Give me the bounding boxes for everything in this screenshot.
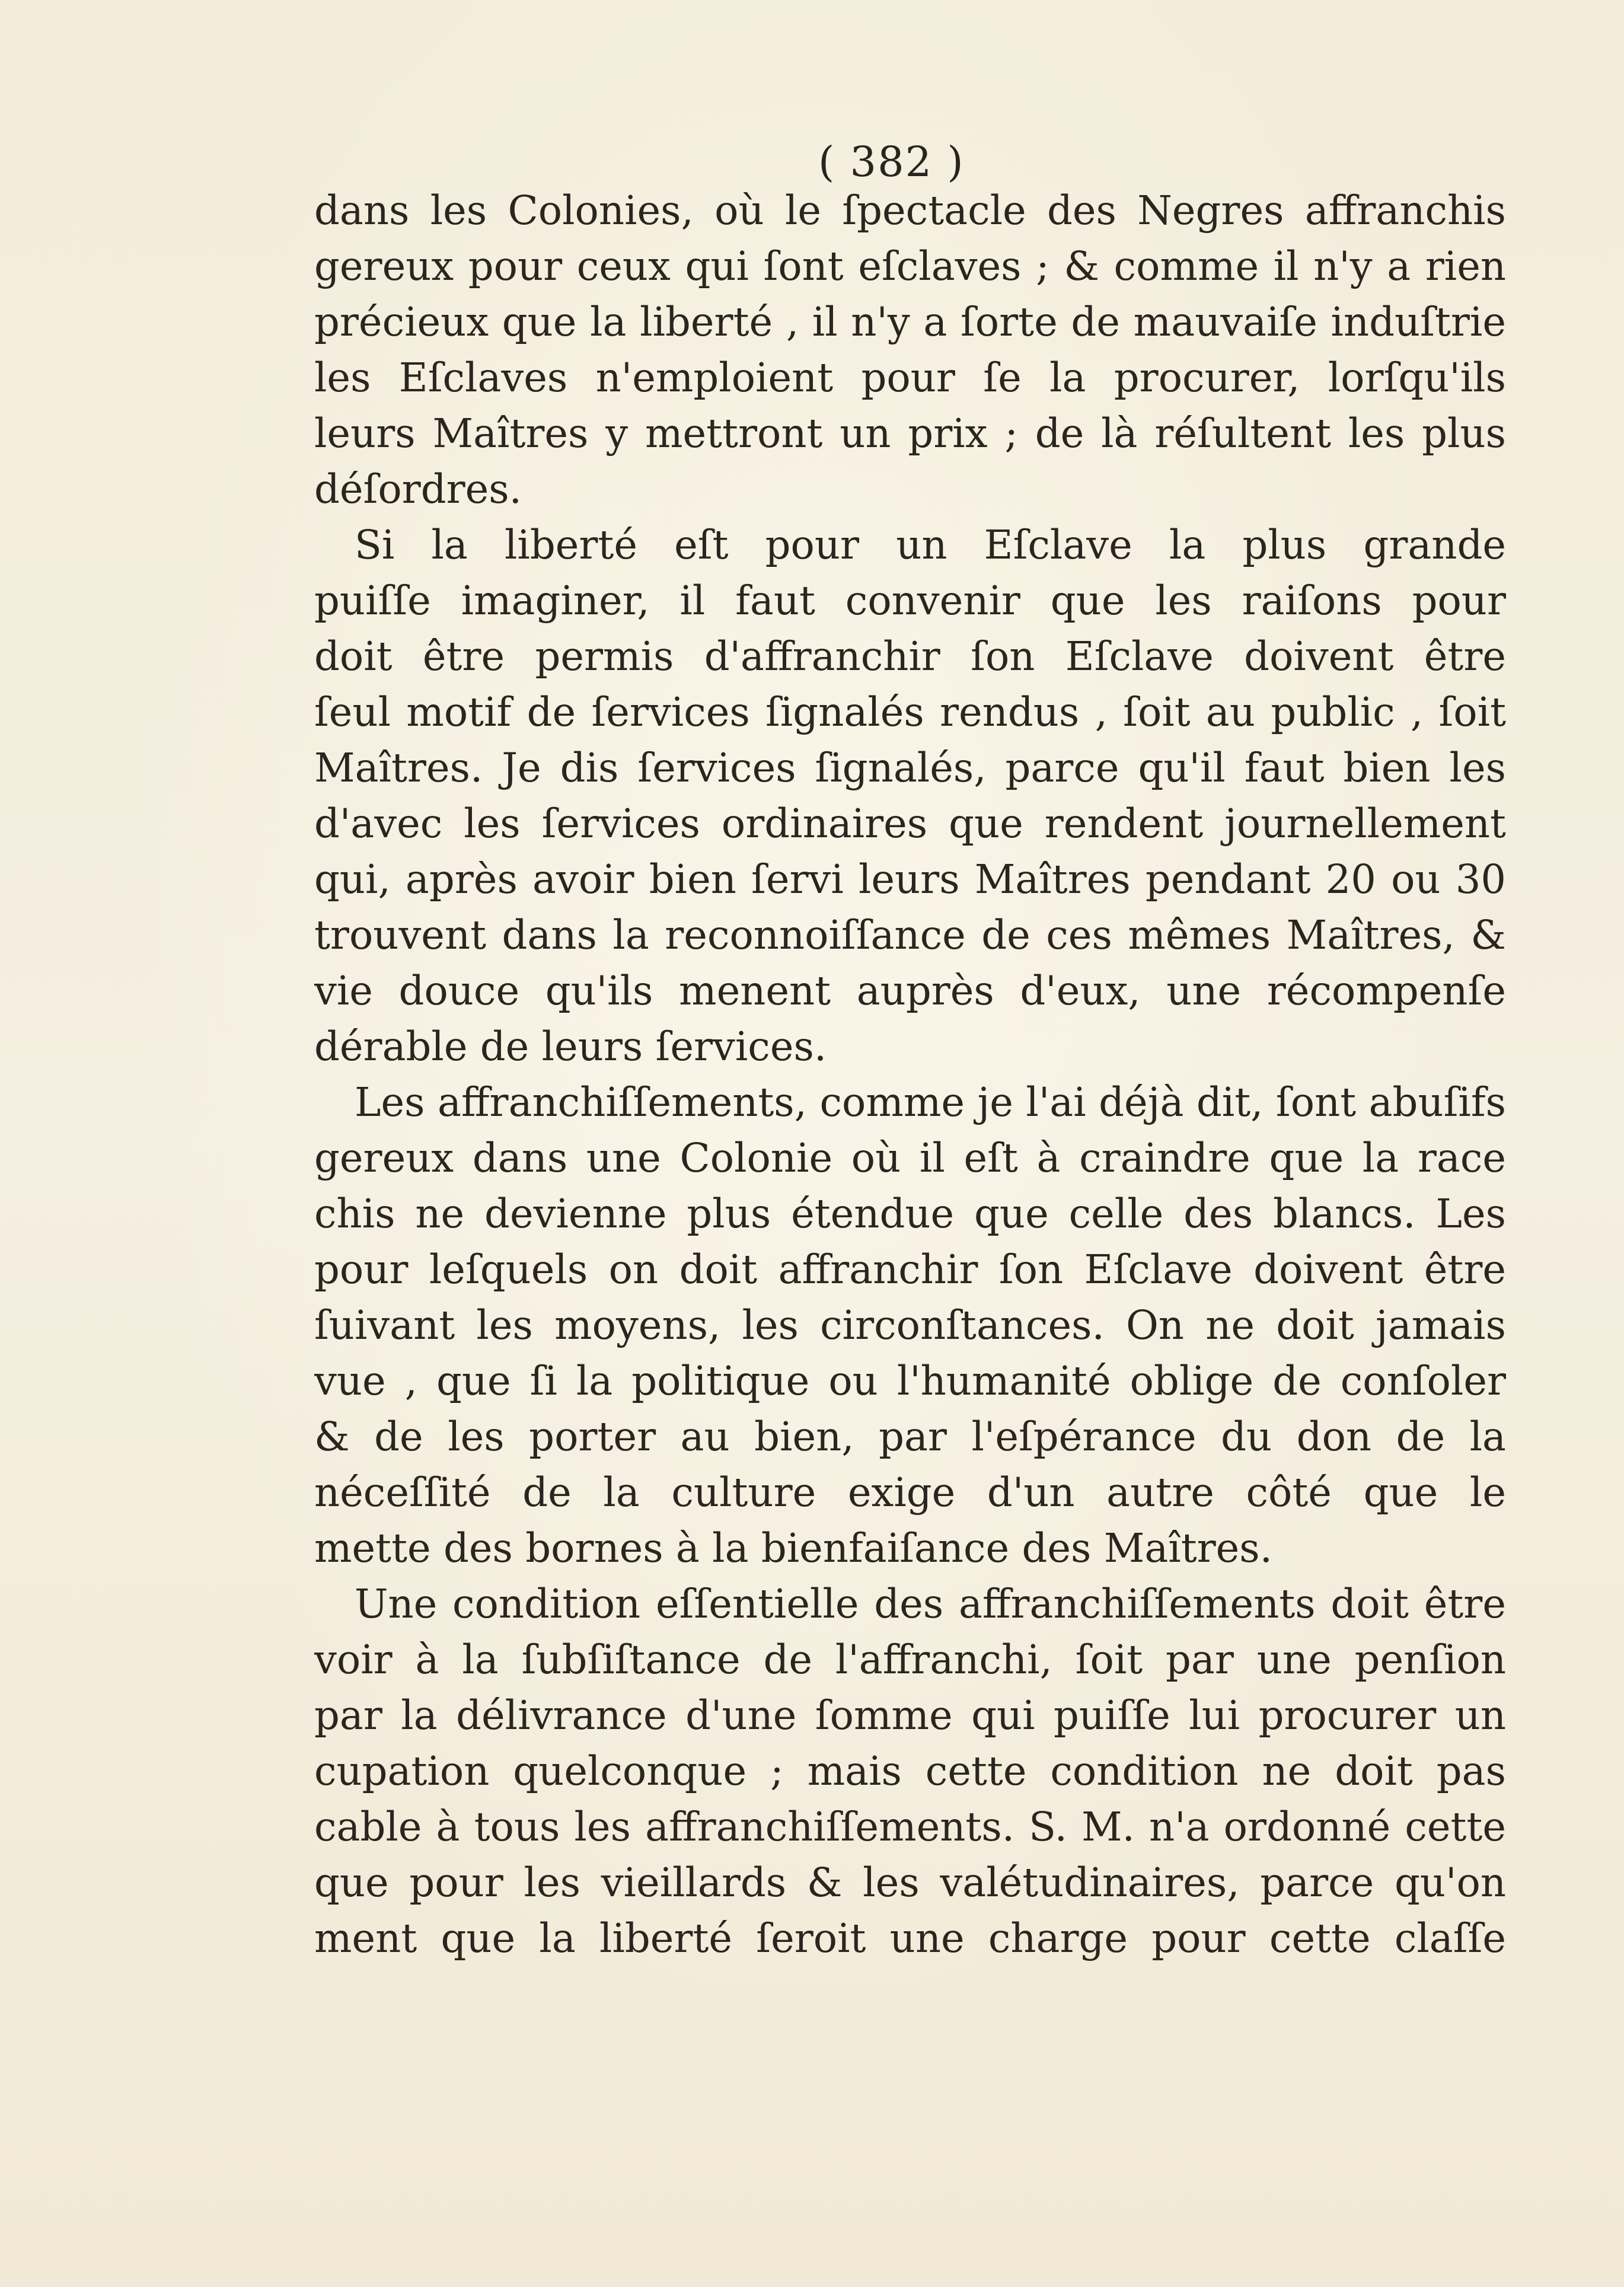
text-line: qui, après avoir bien ſervi leurs Maîtres pendant 20 ou 30 — [314, 856, 1506, 902]
body-text — [314, 183, 1506, 1966]
text-line: vue , que ſi la politique ou l'humanité oblige de conſoler — [314, 1358, 1506, 1404]
text-line: Les affranchiſſements, comme je l'ai déjà dit, ſont abuſifs — [355, 1079, 1506, 1125]
text-line: chis ne devienne plus étendue que celle des blancs. Les — [314, 1191, 1506, 1237]
text-line: mette des bornes à la bienfaiſance des Maîtres. — [314, 1525, 1272, 1571]
text-line: gereux pour ceux qui ſont eſclaves ; & comme il n'y a rien — [314, 243, 1506, 289]
text-line: que pour les vieillards & les valétudinaires, parce qu'on — [314, 1859, 1506, 1906]
text-line: d'avec les ſervices ordinaires que rendent journellement — [314, 800, 1506, 847]
text-line: & de les porter au bien, par l'eſpérance du don de la — [314, 1414, 1506, 1460]
text-line: précieux que la liberté , il n'y a ſorte de mauvaiſe induſtrie — [314, 299, 1506, 345]
text-line: cable à tous les affranchiſſements. S. M. n'a ordonné cette — [314, 1804, 1506, 1850]
text-line: ſuivant les moyens, les circonſtances. On ne doit jamais — [314, 1302, 1506, 1348]
text-line: dérable de leurs ſervices. — [314, 1023, 827, 1070]
text-line: les Eſclaves n'emploient pour ſe la procurer, lorſqu'ils — [314, 355, 1506, 401]
text-line: vie douce qu'ils menent auprès d'eux, une récompenſe — [314, 968, 1506, 1014]
text-line: cupation quelconque ; mais cette condition ne doit pas — [314, 1748, 1506, 1794]
text-line: ment que la liberté ſeroit une charge pour cette claſſe — [314, 1915, 1506, 1961]
text-line: leurs Maîtres y mettront un prix ; de là réſultent les plus — [314, 410, 1506, 457]
text-line: Si la liberté eſt pour un Eſclave la plus grande — [355, 522, 1506, 568]
text-line: dans les Colonies, où le ſpectacle des Negres affranchis — [314, 187, 1506, 234]
text-line: ſeul motif de ſervices ſignalés rendus , ſoit au public , ſoit — [314, 689, 1506, 735]
text-line: pour leſquels on doit affranchir ſon Eſclave doivent être — [314, 1246, 1506, 1293]
text-line: par la délivrance d'une ſomme qui puiſſe lui procurer un — [314, 1692, 1506, 1739]
text-line: trouvent dans la reconnoiſſance de ces mêmes Maîtres, & — [314, 912, 1506, 958]
text-line: gereux dans une Colonie où il eſt à craindre que la race — [314, 1135, 1506, 1181]
text-line: Une condition eſſentielle des affranchiſſements doit être — [355, 1581, 1506, 1627]
text-line: voir à la ſubſiſtance de l'affranchi, ſoit par une penſion — [314, 1637, 1506, 1683]
text-line: déſordres. — [314, 466, 522, 512]
text-line: puiſſe imaginer, il faut convenir que les raiſons pour — [314, 578, 1506, 624]
text-line: néceſſité de la culture exige d'un autre côté que le — [314, 1469, 1506, 1516]
text-line: Maîtres. Je dis ſervices ſignalés, parce qu'il faut bien les — [314, 745, 1506, 791]
text-line: doit être permis d'affranchir ſon Eſclave doivent être — [314, 633, 1506, 680]
page-number: ( 382 ) — [818, 138, 965, 186]
